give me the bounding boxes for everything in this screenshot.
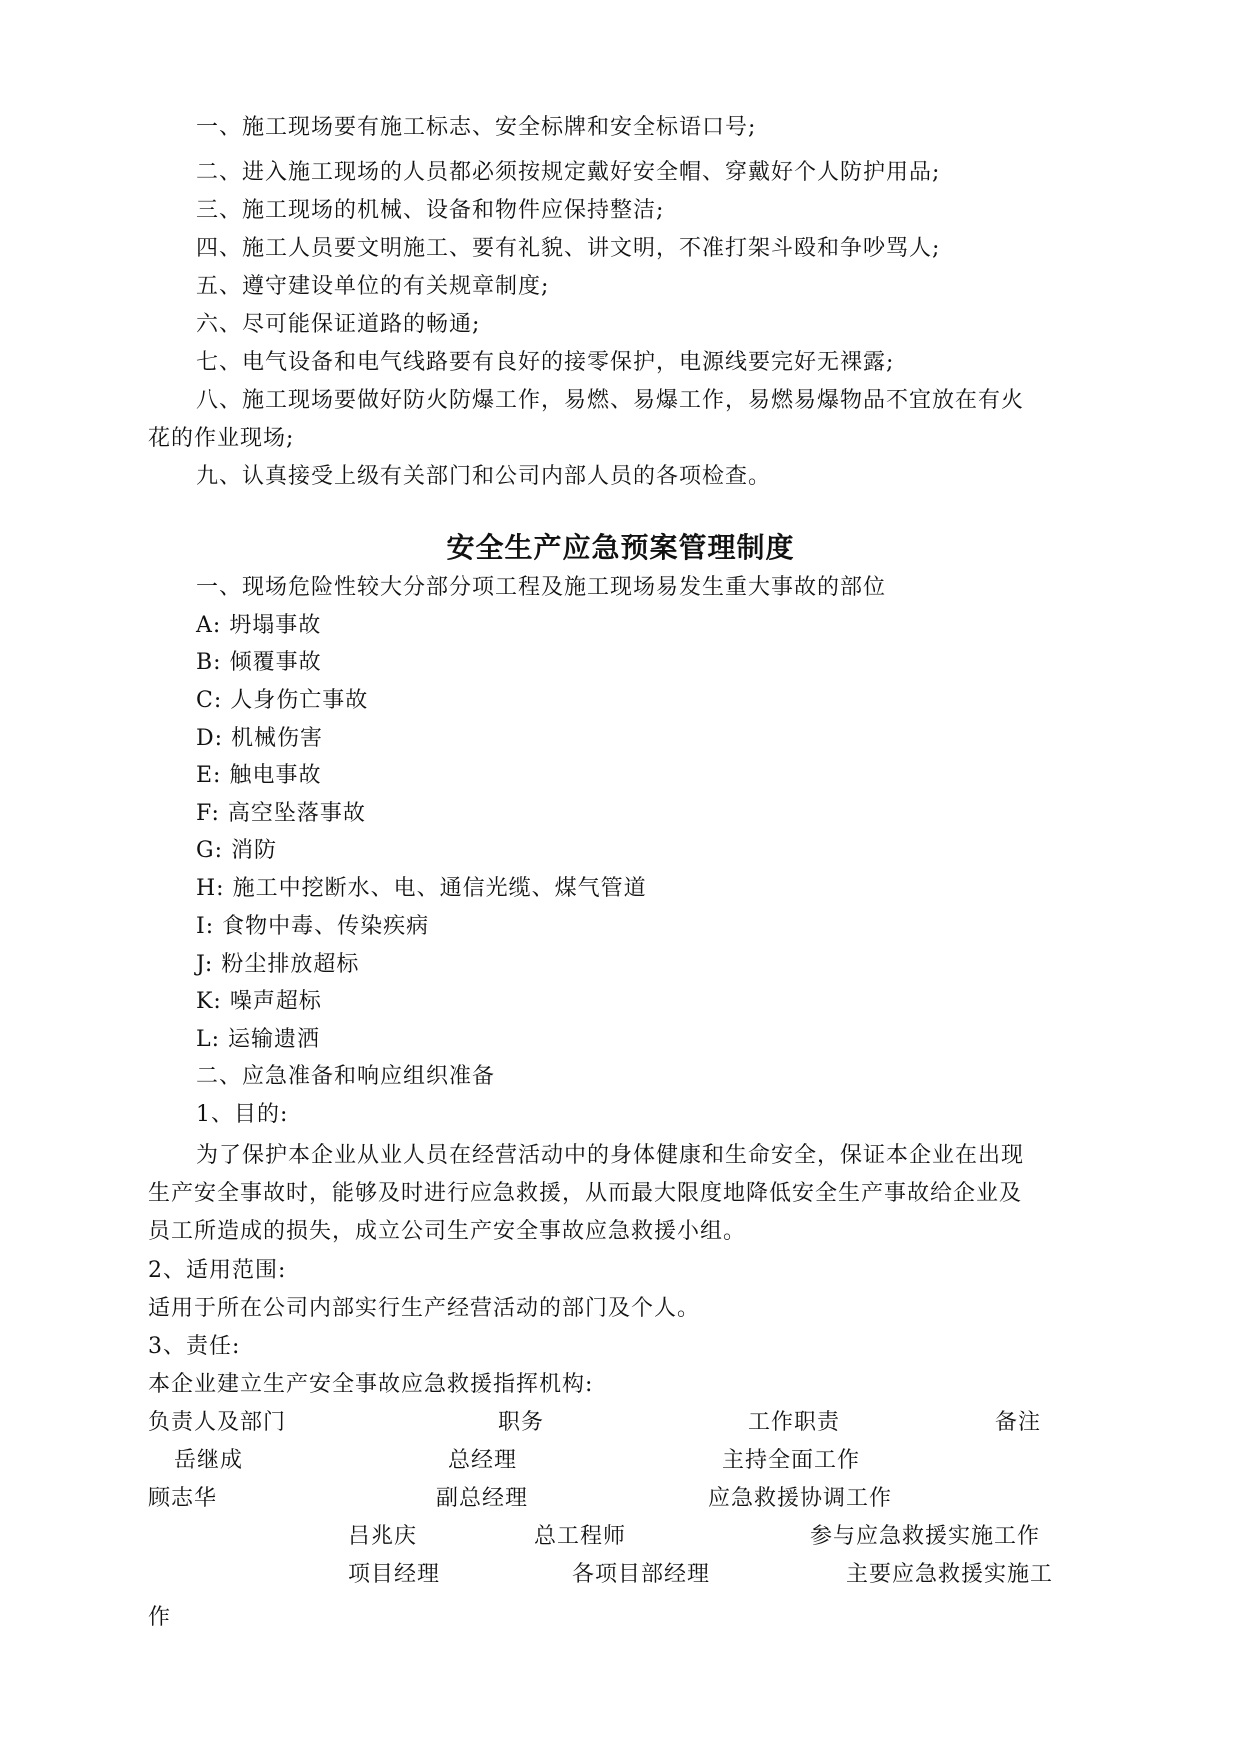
table-cell-name: 顾志华 — [148, 1486, 218, 1511]
rule-8: 八、施工现场要做好防火防爆工作，易燃、易爆工作，易燃易爆物品不宜放在有火 — [196, 388, 1025, 413]
table-cell-name: 岳继成 — [174, 1448, 244, 1473]
rule-8-cont: 花的作业现场; — [148, 426, 295, 451]
rule-7: 七、电气设备和电气线路要有良好的接零保护，电源线要完好无裸露; — [196, 350, 895, 375]
rule-9: 九、认真接受上级有关部门和公司内部人员的各项检查。 — [196, 464, 772, 489]
rule-2: 二、进入施工现场的人员都必须按规定戴好安全帽、穿戴好个人防护用品; — [196, 160, 941, 185]
accident-item: I: 食物中毒、传染疾病 — [196, 914, 430, 939]
accident-item: C: 人身伤亡事故 — [196, 688, 369, 713]
table-cell-duty: 主持全面工作 — [722, 1448, 861, 1473]
scope-text: 适用于所在公司内部实行生产经营活动的部门及个人。 — [148, 1296, 701, 1321]
accident-item: H: 施工中挖断水、电、通信光缆、煤气管道 — [196, 876, 647, 901]
section-title: 安全生产应急预案管理制度 — [446, 531, 795, 564]
rule-4: 四、施工人员要文明施工、要有礼貌、讲文明，不准打架斗殴和争吵骂人; — [196, 236, 941, 261]
table-cell-position: 副总经理 — [436, 1486, 529, 1511]
purpose-line-3: 员工所造成的损失，成立公司生产安全事故应急救援小组。 — [148, 1219, 747, 1244]
accident-item: A: 坍塌事故 — [196, 613, 322, 638]
section2-heading: 二、应急准备和响应组织准备 — [196, 1064, 496, 1089]
table-cell-duty: 应急救援协调工作 — [708, 1486, 893, 1511]
resp-text: 本企业建立生产安全事故应急救援指挥机构: — [148, 1372, 594, 1397]
accident-item: B: 倾覆事故 — [196, 650, 322, 675]
table-cell-duty: 参与应急救援实施工作 — [810, 1524, 1041, 1549]
purpose-line-1: 为了保护本企业从业人员在经营活动中的身体健康和生命安全，保证本企业在出现 — [196, 1143, 1025, 1168]
table-cell-position: 总经理 — [448, 1448, 518, 1473]
table-tail: 作 — [148, 1605, 172, 1630]
table-cell-name: 项目经理 — [348, 1562, 441, 1587]
table-cell-name: 吕兆庆 — [348, 1524, 418, 1549]
table-header-remark: 备注 — [995, 1410, 1042, 1435]
purpose-line-2: 生产安全事故时，能够及时进行应急救援，从而最大限度地降低安全生产事故给企业及 — [148, 1181, 1023, 1206]
accident-item: J: 粉尘排放超标 — [196, 952, 360, 977]
table-cell-position: 总工程师 — [534, 1524, 627, 1549]
table-header-position: 职务 — [498, 1410, 545, 1435]
table-header-duty: 工作职责 — [748, 1410, 841, 1435]
scope-heading: 2、适用范围: — [148, 1258, 287, 1283]
table-cell-position: 各项目部经理 — [572, 1562, 711, 1587]
accident-item: F: 高空坠落事故 — [196, 801, 366, 826]
purpose-heading: 1、目的: — [196, 1102, 289, 1127]
resp-heading: 3、责任: — [148, 1334, 241, 1359]
table-header-person: 负责人及部门 — [148, 1410, 287, 1435]
accident-item: G: 消防 — [196, 838, 277, 863]
accident-item: E: 触电事故 — [196, 763, 322, 788]
rule-3: 三、施工现场的机械、设备和物件应保持整洁; — [196, 198, 665, 223]
rule-5: 五、遵守建设单位的有关规章制度; — [196, 274, 550, 299]
table-cell-duty: 主要应急救援实施工 — [846, 1562, 1054, 1587]
accident-item: L: 运输遗洒 — [196, 1027, 321, 1052]
section1-heading: 一、现场危险性较大分部分项工程及施工现场易发生重大事故的部位 — [196, 575, 887, 600]
accident-item: K: 噪声超标 — [196, 989, 322, 1014]
rule-6: 六、尽可能保证道路的畅通; — [196, 312, 481, 337]
accident-item: D: 机械伤害 — [196, 726, 324, 751]
rule-1: 一、施工现场要有施工标志、安全标牌和安全标语口号; — [196, 115, 757, 140]
